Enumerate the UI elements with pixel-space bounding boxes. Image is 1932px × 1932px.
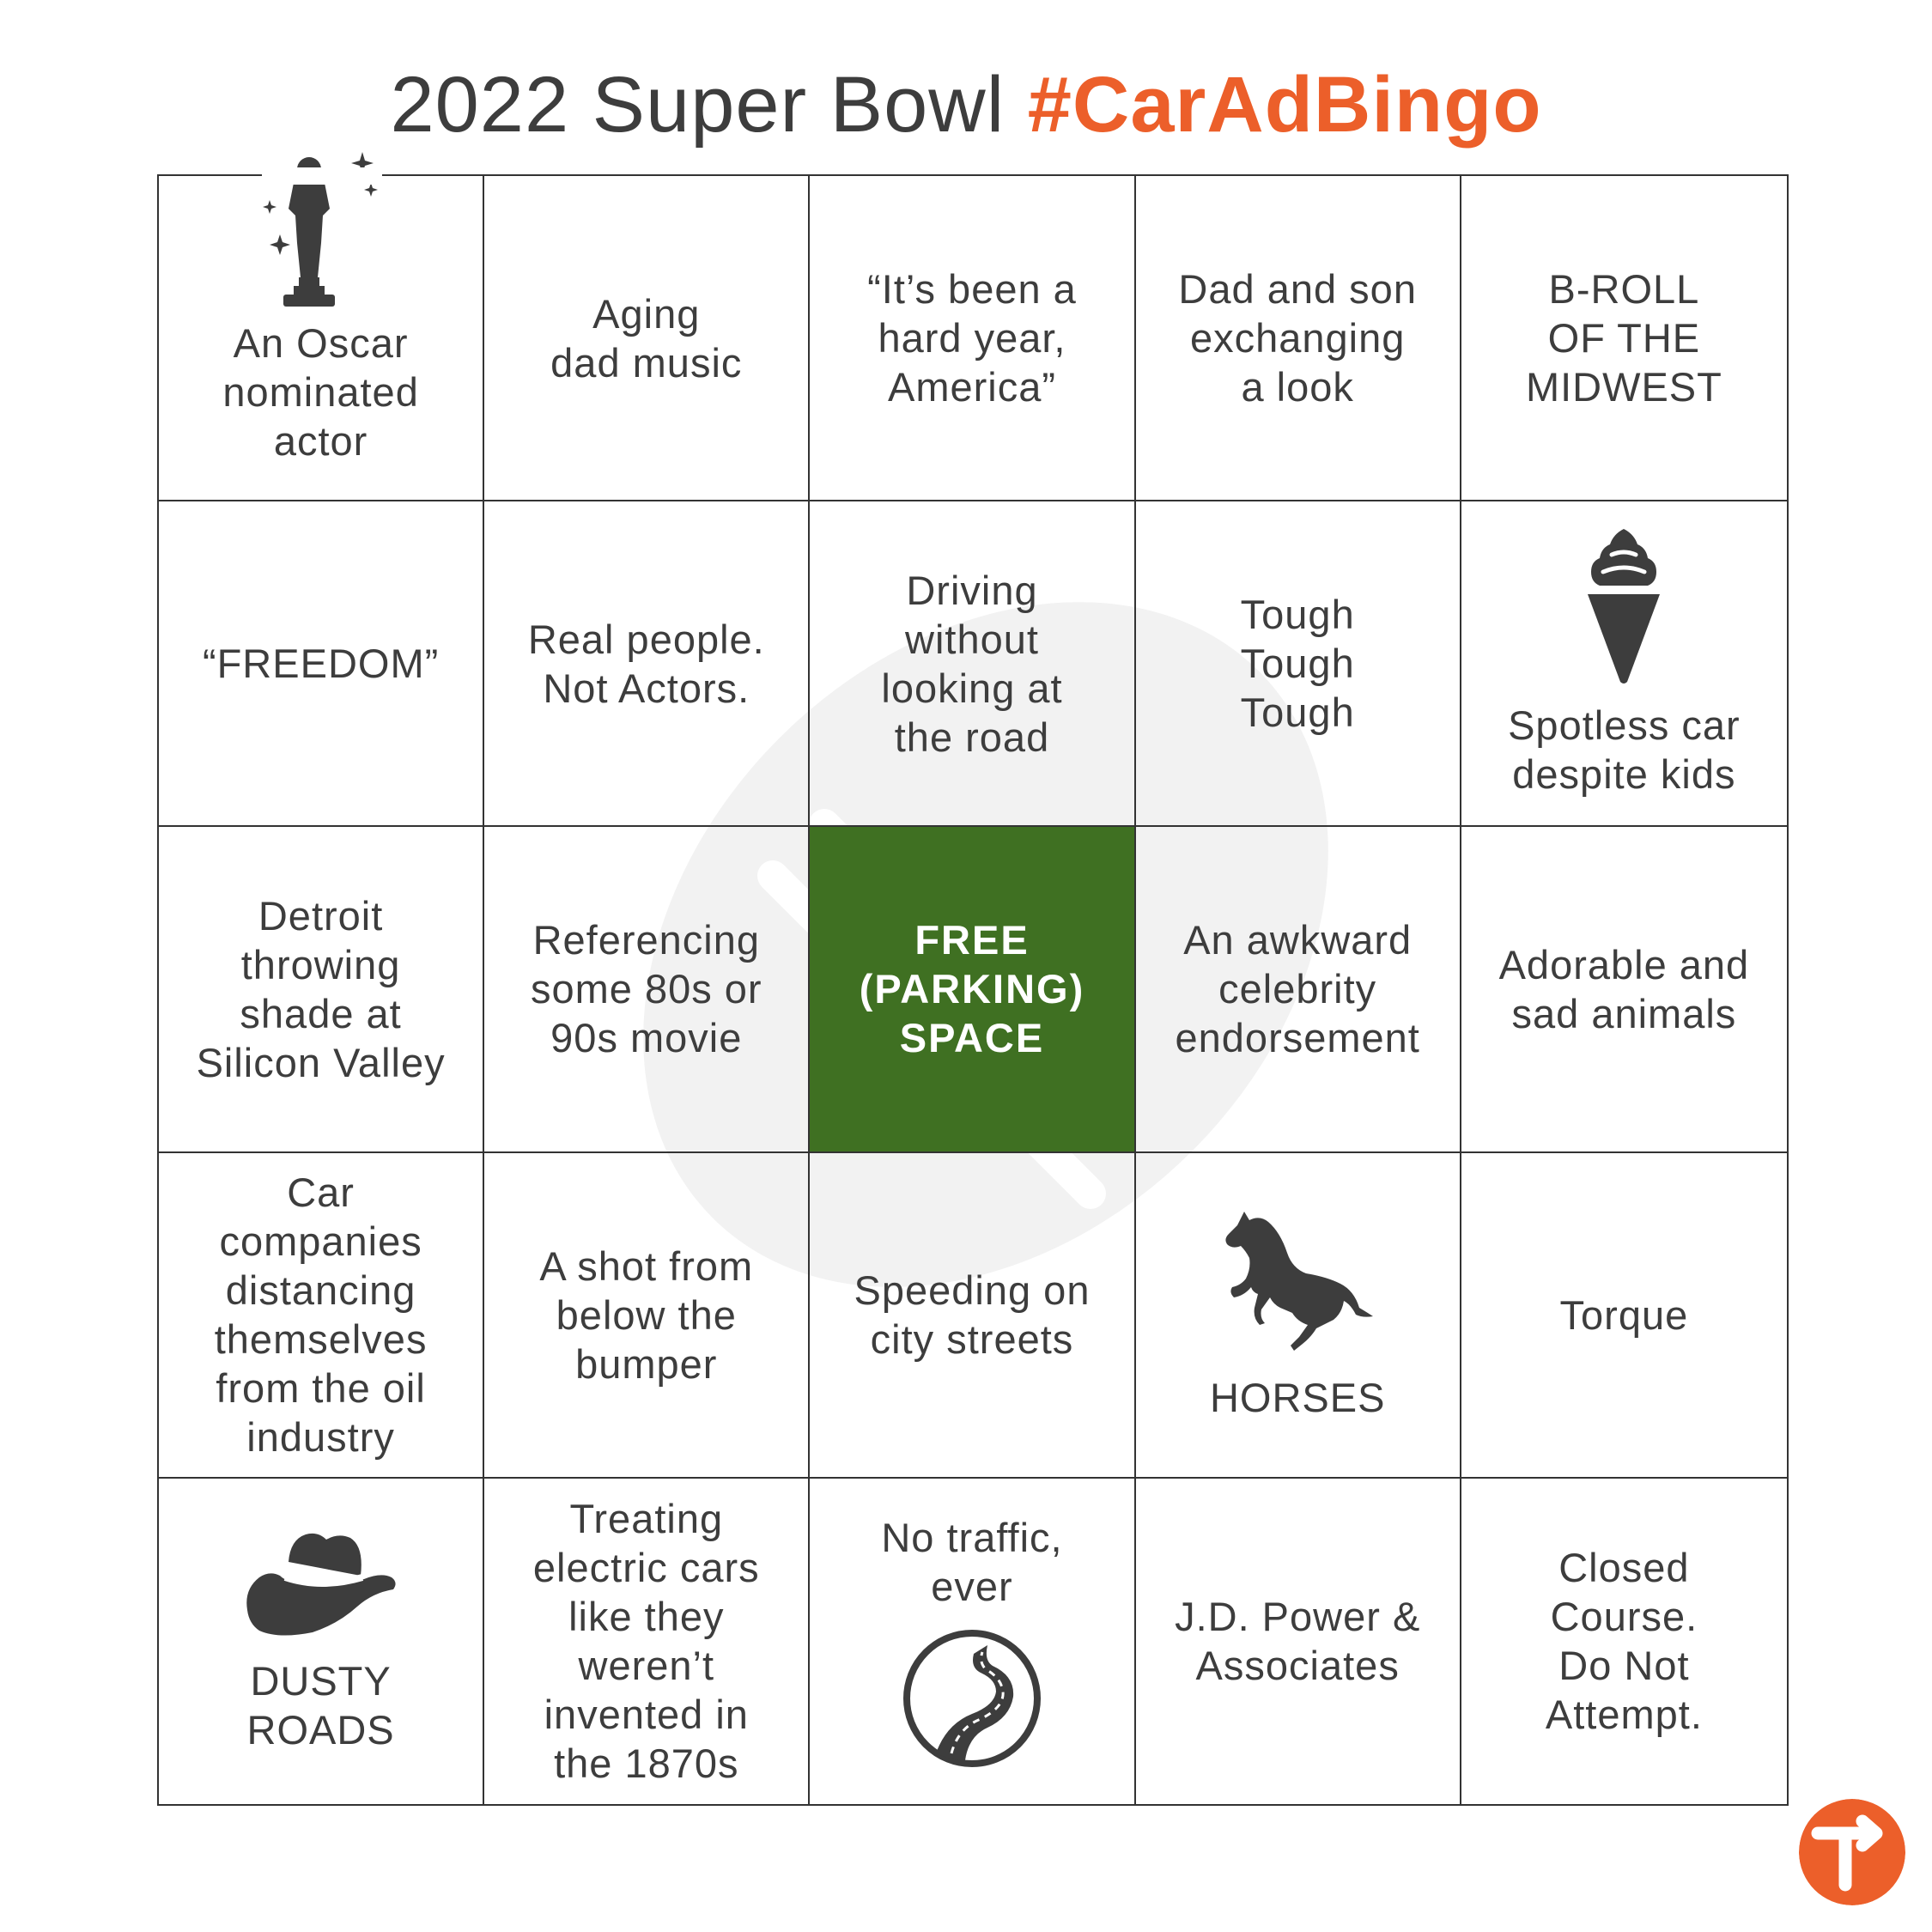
bingo-cell-not-looking-at-road[interactable]	[810, 501, 1135, 827]
turn-arrow-logo-icon	[1799, 1799, 1905, 1905]
bingo-cell-dad-son-look[interactable]	[1136, 176, 1461, 501]
cell-label: Driving without looking at the road	[881, 567, 1063, 760]
ice-cream-cone-icon	[1583, 529, 1665, 683]
cell-label: FREE (PARKING) SPACE	[859, 917, 1085, 1061]
bingo-cell-celebrity-endorsement[interactable]	[1136, 827, 1461, 1152]
bingo-cell-sad-animals[interactable]	[1461, 827, 1787, 1152]
cell-label: “It’s been a hard year, America”	[867, 266, 1077, 410]
cell-label: Spotless car despite kids	[1508, 702, 1741, 797]
rearing-horse-icon	[1220, 1208, 1375, 1354]
bingo-cell-hard-year[interactable]	[810, 176, 1135, 501]
cell-label: “FREEDOM”	[202, 641, 440, 687]
bingo-cell-midwest-broll[interactable]	[1461, 176, 1787, 501]
winding-road-icon	[902, 1628, 1042, 1769]
bingo-cell-real-people[interactable]	[484, 501, 810, 827]
cell-label: Detroit throwing shade at Silicon Valley	[196, 892, 446, 1085]
bingo-cell-electric-cars[interactable]	[484, 1479, 810, 1804]
bingo-cell-jd-power[interactable]	[1136, 1479, 1461, 1804]
cell-label: HORSES	[1209, 1374, 1386, 1420]
bingo-cell-freedom[interactable]	[159, 501, 484, 827]
cowboy-hat-icon	[244, 1528, 398, 1639]
bingo-cell-free-space[interactable]	[810, 827, 1135, 1152]
cell-label: Speeding on city streets	[854, 1267, 1091, 1363]
cell-label: Referencing some 80s or 90s movie	[530, 917, 762, 1061]
cell-label: Dad and son exchanging a look	[1178, 266, 1417, 410]
cell-label: Adorable and sad animals	[1498, 941, 1750, 1036]
cell-label: A shot from below the bumper	[539, 1242, 754, 1387]
bingo-cell-torque[interactable]	[1461, 1153, 1787, 1479]
cell-label: An awkward celebrity endorsement	[1175, 917, 1420, 1061]
bingo-cell-spotless-car[interactable]	[1461, 501, 1787, 827]
bingo-cell-oscar-actor[interactable]	[159, 176, 484, 501]
bingo-cell-speeding[interactable]	[810, 1153, 1135, 1479]
cell-label: Torque	[1559, 1291, 1689, 1338]
bingo-board	[157, 174, 1789, 1806]
cell-label: Real people. Not Actors.	[527, 616, 765, 711]
cell-label: Treating electric cars like they weren’t invented in the 1870s	[532, 1496, 760, 1787]
cell-label: Tough Tough Tough	[1240, 592, 1355, 736]
bingo-cell-80s-90s-movie[interactable]	[484, 827, 810, 1152]
bingo-cell-bumper-shot[interactable]	[484, 1153, 810, 1479]
cell-label: No traffic, ever	[881, 1515, 1063, 1610]
bingo-cell-horses[interactable]	[1136, 1153, 1461, 1479]
bingo-cell-dad-music[interactable]	[484, 176, 810, 501]
cell-label: Car companies distancing themselves from the oil industry	[214, 1170, 428, 1461]
bingo-cell-tough[interactable]	[1136, 501, 1461, 827]
cell-label: Aging dad music	[550, 290, 743, 386]
title-prefix: 2022 Super Bowl	[390, 61, 1005, 149]
cell-label: B-ROLL OF THE MIDWEST	[1525, 266, 1722, 410]
bingo-cell-closed-course[interactable]	[1461, 1479, 1787, 1804]
bingo-cell-no-traffic[interactable]	[810, 1479, 1135, 1804]
bingo-cell-detroit-silicon-valley[interactable]	[159, 827, 484, 1152]
bingo-cell-dusty-roads[interactable]	[159, 1479, 484, 1804]
bingo-cell-oil-industry[interactable]	[159, 1153, 484, 1479]
cell-label: J.D. Power & Associates	[1175, 1594, 1421, 1689]
cell-label: DUSTY ROADS	[246, 1658, 395, 1753]
title-hashtag: #CarAdBingo	[1027, 61, 1542, 149]
cell-label: Closed Course. Do Not Attempt.	[1545, 1545, 1703, 1738]
cell-label: An Oscar nominated actor	[222, 320, 419, 465]
